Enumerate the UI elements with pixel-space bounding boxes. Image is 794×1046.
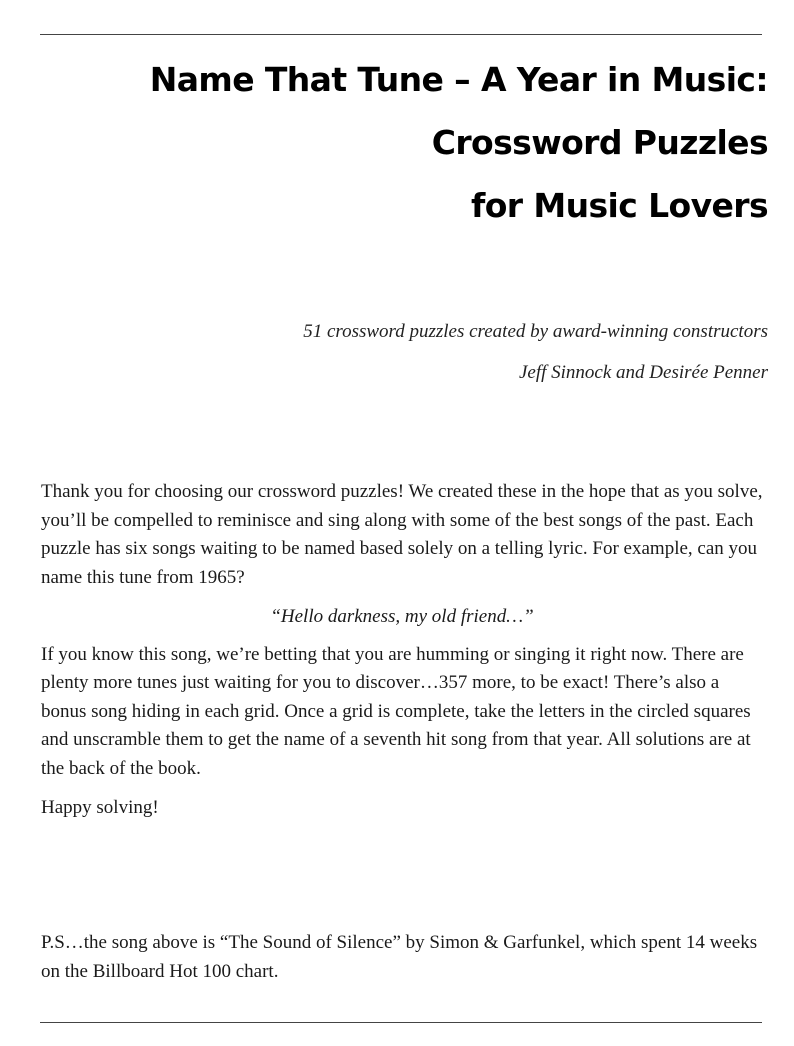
subtitle-authors: Jeff Sinnock and Desirée Penner bbox=[518, 362, 768, 383]
title-line-2: Crossword Puzzles bbox=[431, 123, 768, 162]
lyric-quote: “Hello darkness, my old friend…” bbox=[270, 606, 534, 627]
subtitle-block bbox=[68, 311, 768, 393]
intro-paragraph: Thank you for choosing our crossword puzzles! We created these in the hope that as you solve, you’ll be compelled to reminisce and sing along with some of the best songs of the past. Each puzzle has six songs waiting to be named based solely on a telling lyric. For example, can you name this tune from 1965? bbox=[41, 481, 763, 588]
top-divider bbox=[40, 34, 762, 35]
page-title bbox=[68, 48, 768, 237]
body-text bbox=[41, 478, 763, 834]
explanation-paragraph: If you know this song, we’re betting that you are humming or singing it right now. There are plenty more tunes just waiting for you to discover…357 more, to be exact! There’s also a bonus song hiding in each grid. Once a grid is complete, take the letters in the circled squares and unscramble them to get the name of a seventh hit song from that year. All solutions are at the back of the book. bbox=[41, 643, 751, 779]
subtitle-description: 51 crossword puzzles created by award-winning constructors bbox=[303, 321, 768, 342]
bottom-divider bbox=[40, 1022, 762, 1023]
postscript-paragraph: P.S…the song above is “The Sound of Silence” by Simon & Garfunkel, which spent 14 weeks on the Billboard Hot 100 chart. bbox=[41, 932, 758, 982]
title-line-3: for Music Lovers bbox=[470, 186, 768, 225]
title-line-1: Name That Tune – A Year in Music: bbox=[149, 60, 768, 99]
closing-line: Happy solving! bbox=[41, 797, 159, 818]
